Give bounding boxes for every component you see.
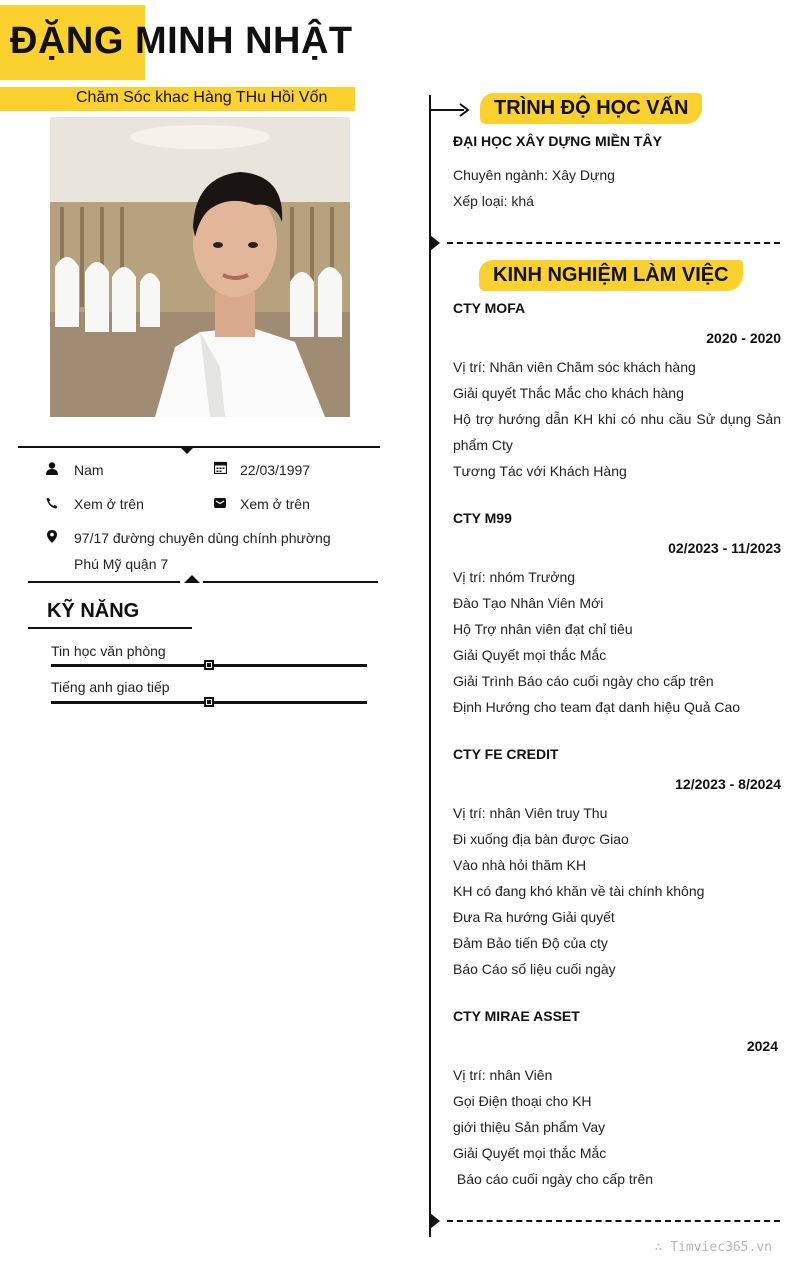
job-period: 02/2023 - 11/2023 — [668, 540, 781, 556]
job-detail: Vị trí: nhóm Trưởng — [453, 569, 576, 585]
phone-icon — [46, 496, 60, 510]
job-detail: Tương Tác với Khách Hàng — [453, 463, 627, 479]
job-detail: Vị trí: nhân Viên truy Thu — [453, 805, 608, 821]
birthday-value: 22/03/1997 — [240, 462, 311, 478]
skills-title: KỸ NĂNG — [47, 600, 140, 622]
education-title: TRÌNH ĐỘ HỌC VẤN — [480, 93, 702, 124]
phone-value: Xem ở trên — [74, 496, 144, 512]
job-detail: Đi xuống địa bàn được Giao — [453, 831, 629, 847]
school-name: ĐẠI HỌC XÂY DỰNG MIỀN TÂY — [453, 133, 662, 149]
job-period: 12/2023 - 8/2024 — [675, 776, 781, 792]
job-company: CTY MIRAE ASSET — [453, 1008, 580, 1024]
timeline-marker — [430, 1213, 440, 1229]
email-value: Xem ở trên — [240, 496, 310, 512]
job-detail: Giải Trình Báo cáo cuối ngày cho cấp trên — [453, 673, 714, 689]
job-period: 2020 - 2020 — [706, 330, 781, 346]
arrow-right-icon — [430, 101, 472, 124]
candidate-name: ĐẶNG MINH NHẬT — [10, 20, 353, 62]
job-detail: Gọi Điện thoại cho KH — [453, 1093, 592, 1109]
watermark: ∴ Timviec365.vn — [654, 1240, 772, 1255]
job-detail: Vị trí: Nhân viên Chăm sóc khách hàng — [453, 359, 696, 375]
job-detail: Vào nhà hỏi thăm KH — [453, 857, 587, 873]
job-detail: giới thiệu Sản phẩm Vay — [453, 1119, 606, 1135]
job-detail: Đưa Ra hướng Giải quyết — [453, 909, 615, 925]
profile-photo — [50, 117, 350, 417]
contact-divider-bottom-left — [28, 581, 180, 583]
divider-arrow-up — [184, 575, 200, 583]
skill-name: Tin học văn phòng — [51, 643, 166, 659]
job-detail: KH có đang khó khăn về tài chính không — [453, 883, 705, 899]
job-detail: Giải Quyết mọi thắc Mắc — [453, 1145, 607, 1161]
job-detail: Đào Tạo Nhân Viên Mới — [453, 595, 604, 611]
skill-level-knob — [204, 660, 214, 670]
job-title: Chăm Sóc khac Hàng THu Hồi Vốn — [76, 89, 328, 106]
skill-level-knob — [204, 697, 214, 707]
mail-icon — [214, 496, 228, 510]
job-company: CTY M99 — [453, 510, 512, 526]
section-divider — [447, 242, 780, 244]
job-company: CTY FE CREDIT — [453, 746, 559, 762]
section-divider — [447, 1220, 780, 1222]
job-company: CTY MOFA — [453, 300, 526, 316]
address-value: 97/17 đường chuyên dùng chính phường Phú Mỹ quận 7 — [74, 530, 331, 572]
contact-divider-bottom-right — [203, 581, 378, 583]
skills-underline — [28, 627, 192, 629]
job-detail: Vị trí: nhân Viên — [453, 1067, 553, 1083]
timeline-line — [429, 95, 431, 1237]
calendar-icon — [214, 461, 228, 475]
job-detail: Hộ trợ hướng dẫn KH khi có nhu cầu Sử dụng Sản phẩm Cty — [453, 411, 781, 453]
job-detail: Báo Cáo số liệu cuối ngày — [453, 961, 616, 977]
experience-title: KINH NGHIỆM LÀM VIỆC — [479, 260, 743, 291]
job-detail: Hộ Trợ nhân viên đạt chỉ tiêu — [453, 621, 633, 637]
location-icon — [47, 530, 61, 544]
skill-name: Tiếng anh giao tiếp — [51, 679, 170, 695]
job-detail: Đảm Bảo tiến Độ của cty — [453, 935, 608, 951]
gender-value: Nam — [74, 462, 104, 478]
job-detail: Báo cáo cuối ngày cho cấp trên — [453, 1171, 654, 1187]
skill-level-bar — [51, 701, 367, 704]
education-major: Chuyên ngành: Xây Dựng — [453, 167, 615, 183]
timeline-marker — [430, 235, 440, 251]
divider-arrow-down — [179, 446, 195, 454]
user-icon — [46, 462, 60, 476]
contact-divider-top — [18, 446, 380, 448]
job-detail: Định Hướng cho team đạt danh hiệu Quả Cao — [453, 699, 741, 715]
education-grade: Xếp loại: khá — [453, 193, 534, 209]
job-detail: Giải Quyết mọi thắc Mắc — [453, 647, 607, 663]
job-detail: Giải quyết Thắc Mắc cho khách hàng — [453, 385, 684, 401]
skill-level-bar — [51, 664, 367, 667]
job-period: 2024 — [746, 1038, 778, 1054]
